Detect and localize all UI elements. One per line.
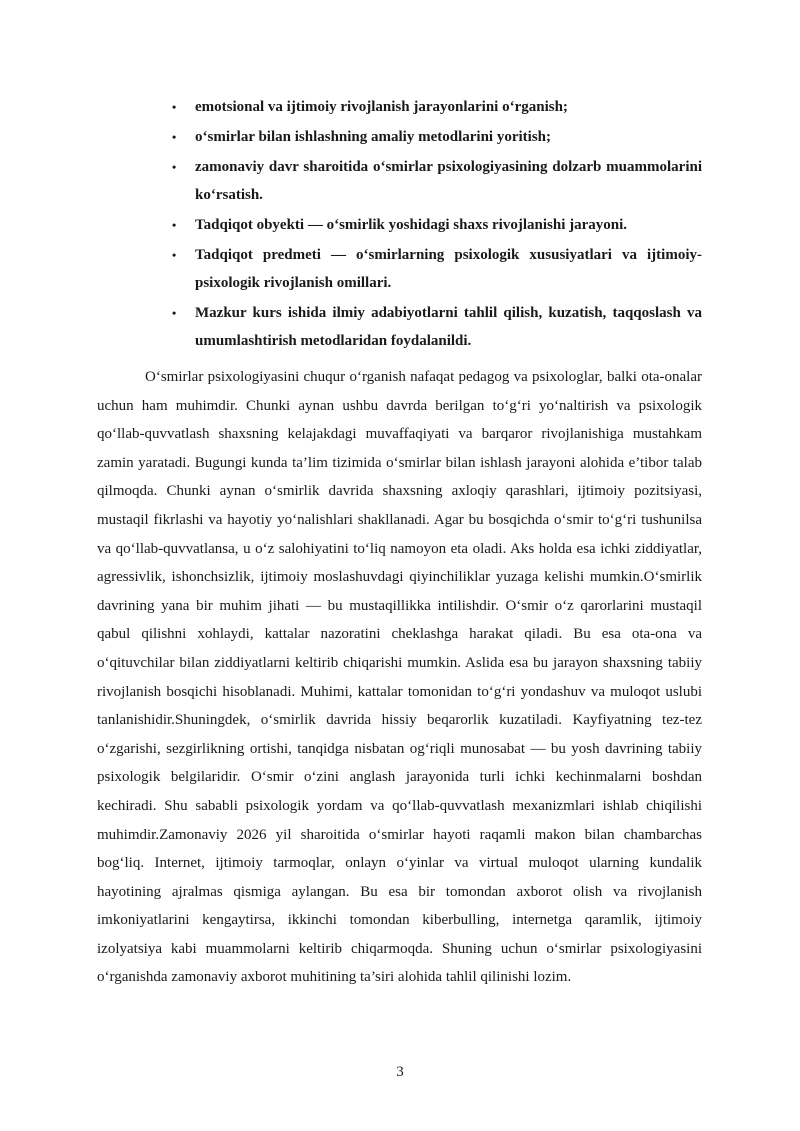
- bullet-list: [97, 93, 702, 355]
- bullet-icon: •: [172, 160, 177, 174]
- bullet-text: zamonaviy davr sharoitida o‘smirlar psixologiyasining dolzarb muammolarini ko‘rsatish.: [195, 159, 702, 203]
- bullet-icon: •: [172, 218, 177, 232]
- bullet-text: emotsional va ijtimoiy rivojlanish jarayonlarini o‘rganish;: [195, 99, 568, 115]
- bullet-text: Tadqiqot predmeti — o‘smirlarning psixologik xususiyatlari va ijtimoiy-psixologik rivojlanish omillari.: [195, 247, 702, 291]
- bullet-text: Mazkur kurs ishida ilmiy adabiyotlarni tahlil qilish, kuzatish, taqqoslash va umumlashtirish metodlaridan foydalanildi.: [195, 305, 702, 349]
- list-item: [97, 153, 702, 209]
- list-item: [97, 211, 702, 239]
- bullet-text: Tadqiqot obyekti — o‘smirlik yoshidagi shaxs rivojlanishi jarayoni.: [195, 217, 628, 233]
- bullet-text: o‘smirlar bilan ishlashning amaliy metodlarini yoritish;: [195, 129, 552, 145]
- page-number: 3: [396, 1064, 404, 1080]
- list-item: [97, 299, 702, 355]
- bullet-icon: •: [172, 306, 177, 320]
- bullet-icon: •: [172, 248, 177, 262]
- document-page: [97, 93, 702, 992]
- bullet-icon: •: [172, 100, 177, 114]
- list-item: [97, 93, 702, 121]
- list-item: [97, 241, 702, 297]
- body-paragraph: O‘smirlar psixologiyasini chuqur o‘rganish nafaqat pedagog va psixologlar, balki ota-onalar uchun ham muhimdir. Chunki aynan ushbu davrda berilgan to‘g‘ri yo‘naltirish va psixologik qo‘llab-quvvatlash shaxsning kelajakdagi muvaffaqiyati va barqaror rivojlanishiga mustahkam zamin yaratadi. Bugungi kunda ta’lim tizimida o‘smirlar bilan ishlash jarayoni alohida e’tibor talab qilmoqda. Chunki aynan o‘smirlik davrida shaxsning axloqiy qarashlari, ijtimoiy pozitsiyasi, mustaqil fikrlashi va hayotiy yo‘nalishlari shakllanadi. Agar bu bosqichda o‘smir to‘g‘ri tushunilsa va qo‘llab-quvvatlansa, u o‘z salohiyatini to‘liq namoyon eta oladi. Aks holda esa ichki ziddiyatlar, agressivlik, ishonchsizlik, ijtimoiy moslashuvdagi qiyinchiliklar yuzaga kelishi mumkin.O‘smirlik davrining yana bir muhim jihati — bu mustaqillikka intilishdir. O‘smir o‘z qarorlarini mustaqil qabul qilishni xohlaydi, kattalar nazoratini cheklashga harakat qiladi. Bu esa ota-ona va o‘qituvchilar bilan ziddiyatlarni keltirib chiqarishi mumkin. Aslida esa bu jarayon shaxsning tabiiy rivojlanish bosqichi hisoblanadi. Muhimi, kattalar tomonidan to‘g‘ri yondashuv va muloqot uslubi tanlanishidir.Shuningdek, o‘smirlik davrida hissiy beqarorlik kuzatiladi. Kayfiyatning tez-tez o‘zgarishi, sezgirlikning ortishi, tanqidga nisbatan og‘riqli munosabat — bu yosh davrining tabiiy psixologik belgilaridir. O‘smir o‘zini anglash jarayonida turli ichki kechinmalarni boshdan kechiradi. Shu sababli psixologik yordam va qo‘llab-quvvatlash mexanizmlari ishlab chiqilishi muhimdir.Zamonaviy 2026 yil sharoitida o‘smirlar hayoti raqamli makon bilan chambarchas bog‘liq. Internet, ijtimoiy tarmoqlar, onlayn o‘yinlar va virtual muloqot ularning kundalik hayotining ajralmas qismiga aylangan. Bu esa bir tomondan axborot olish va rivojlanish imkoniyatlarini kengaytirsa, ikkinchi tomondan kiberbulling, internetga qaramlik, ijtimoiy izolyatsiya kabi muammolarni keltirib chiqarmoqda. Shuning uchun o‘smirlar psixologiyasini o‘rganishda zamonaviy axborot muhitining ta’siri alohida tahlil qilinishi lozim.: [97, 369, 702, 986]
- bullet-icon: •: [172, 130, 177, 144]
- list-item: [97, 123, 702, 151]
